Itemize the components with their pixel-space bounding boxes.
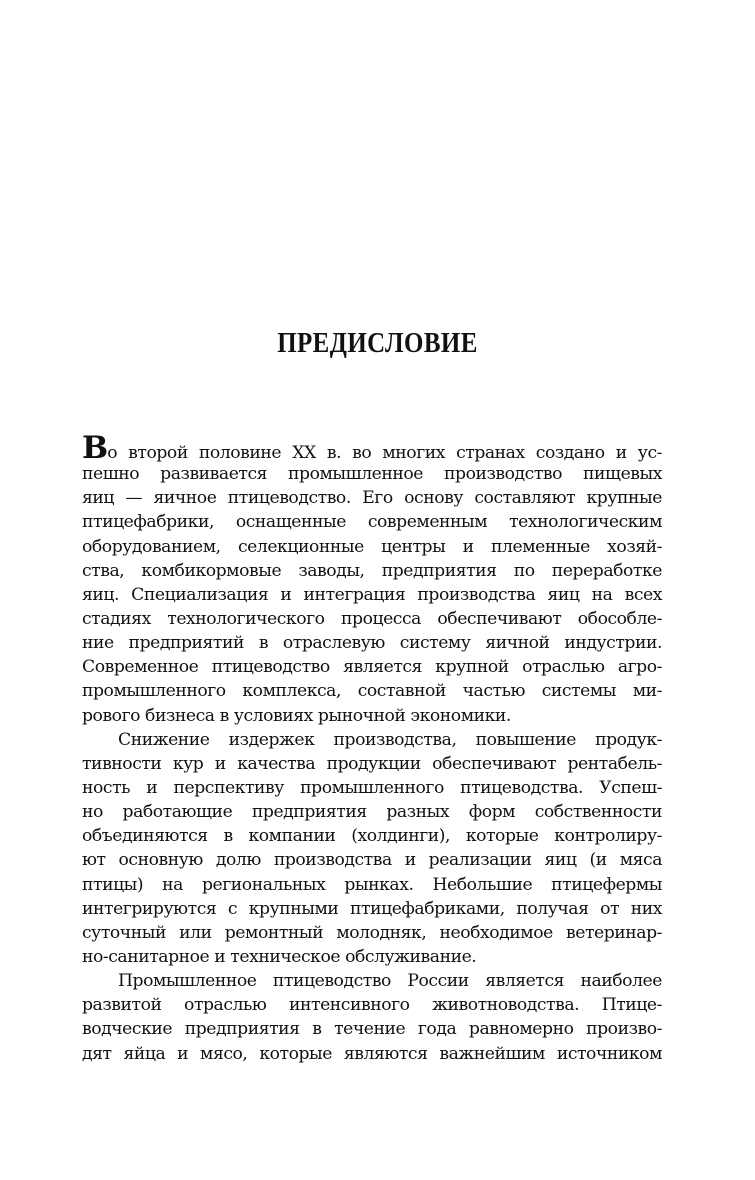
text-line: развитой отраслью интенсивного животноводства. Птице- bbox=[82, 995, 662, 1016]
text-line: но-санитарное и техническое обслуживание. bbox=[82, 946, 477, 967]
text-line: Снижение издержек производства, повышение продук- bbox=[118, 729, 662, 750]
text-line: суточный или ремонтный молодняк, необходимое ветеринар- bbox=[82, 922, 662, 943]
text-line: дят яйца и мясо, которые являются важнейшим источником bbox=[82, 1043, 662, 1064]
paragraph-3 bbox=[82, 969, 662, 1066]
text-line: ства, комбикормовые заводы, предприятия по переработке bbox=[82, 560, 662, 581]
text-line: птицы) на региональных рынках. Небольшие птицефермы bbox=[82, 874, 662, 895]
text-line: ние предприятий в отраслевую систему яичной индустрии. bbox=[82, 633, 662, 654]
text-line: рового бизнеса в условиях рыночной экономики. bbox=[82, 705, 511, 726]
text-line: но работающие предприятия разных форм собственности bbox=[82, 802, 662, 823]
text-line: стадиях технологического процесса обеспечивают обособле- bbox=[82, 608, 662, 629]
text-line: тивности кур и качества продукции обеспечивают рентабель- bbox=[82, 753, 662, 774]
text-line: промышленного комплекса, составной частью системы ми- bbox=[82, 681, 662, 702]
text-line: ют основную долю производства и реализации яиц (и мяса bbox=[82, 850, 662, 871]
text-line: объединяются в компании (холдинги), которые контролиру- bbox=[82, 826, 662, 847]
text-line: Во второй половине XX в. во многих странах создано и ус- bbox=[82, 430, 662, 466]
paragraph-2 bbox=[82, 728, 662, 969]
text-line: интегрируются с крупными птицефабриками, получая от них bbox=[82, 898, 662, 919]
text-line: ность и перспективу промышленного птицеводства. Успеш- bbox=[82, 777, 662, 798]
text-line: оборудованием, селекционные центры и племенные хозяй- bbox=[82, 536, 662, 557]
text-line: Промышленное птицеводство России является наиболее bbox=[118, 971, 662, 992]
text-line: водческие предприятия в течение года равномерно произво- bbox=[82, 1019, 662, 1040]
text-line: птицефабрики, оснащенные современным технологическим bbox=[82, 512, 662, 533]
text-line: яиц — яичное птицеводство. Его основу составляют крупные bbox=[82, 488, 662, 509]
text-line: пешно развивается промышленное производство пищевых bbox=[82, 464, 662, 485]
body-text bbox=[82, 430, 662, 1066]
chapter-title: ПРЕДИСЛОВИЕ bbox=[277, 327, 478, 359]
text-line: Современное птицеводство является крупной отраслью агро- bbox=[82, 657, 662, 678]
text-line: яиц. Специализация и интеграция производства яиц на всех bbox=[82, 584, 662, 605]
paragraph-1 bbox=[82, 430, 662, 728]
drop-cap: В bbox=[82, 430, 108, 466]
